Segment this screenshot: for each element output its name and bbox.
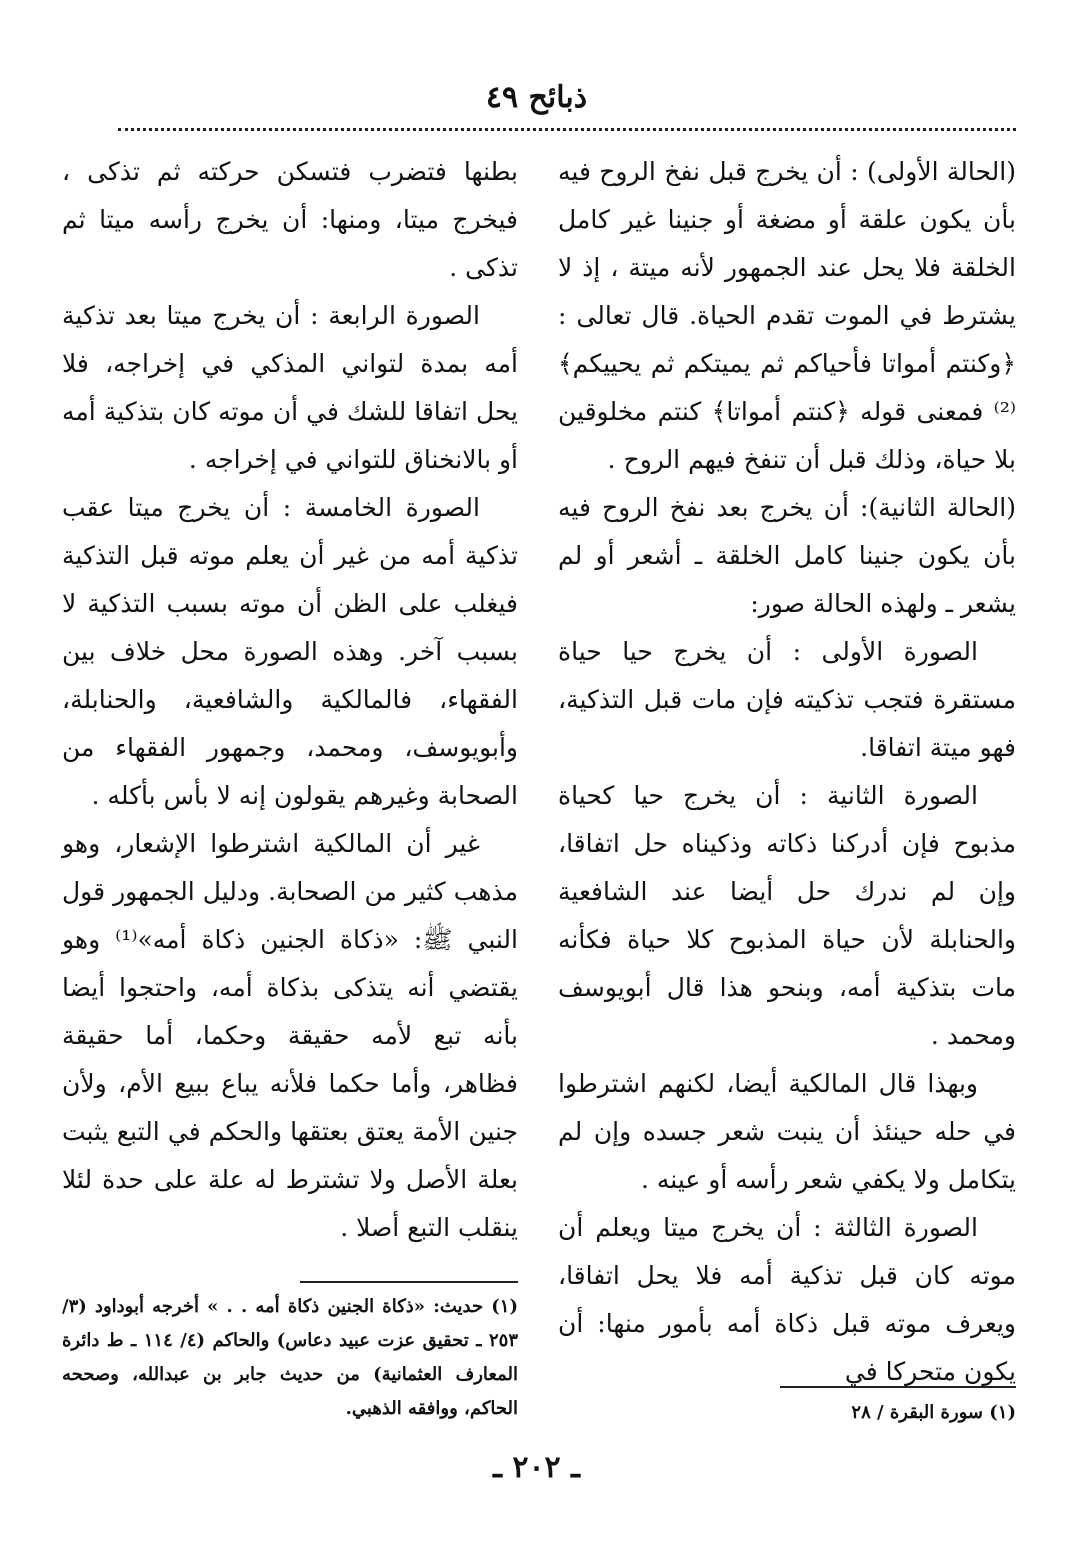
page-number: ـ ٢٠٢ ـ [493, 1450, 580, 1485]
paragraph-form-two: الصورة الثانية : أن يخرج حيا كحياة مذبوح فإن أدركنا ذكاته وذكيناه حل اتفاقا، وإن لم ندرك حل أيضا عند الشافعية والحنابلة لأن حياة المذبوح كلا حياة فكأنه مات بتذكية أمه، وبنحو هذا قال أبويوسف ومحمد . [558, 781, 1016, 1050]
footnote-rule-left [300, 1281, 518, 1283]
footnote-rule-right [780, 1386, 1016, 1388]
left-column [62, 148, 518, 1252]
paragraph-malikiyya: وبهذا قال المالكية أيضا، لكنهم اشترطوا في حله حينئذ أن ينبت شعر جسده وإن لم يتكامل ولا يكفي شعر رأسه أو عينه . [558, 1069, 1016, 1194]
paragraph-form-five: الصورة الخامسة : أن يخرج ميتا عقب تذكية أمه من غير أن يعلم موته قبل التذكية فيغلب على الظن أن موته بسبب التذكية لا بسبب آخر. وهذه الصورة محل خلاف بين الفقهاء، فالمالكية والشافعية، والحنابلة، وأبويوسف، ومحمد، وجمهور الفقهاء من الصحابة وغيرهم يقولون إنه لا بأس بأكله . [62, 493, 518, 810]
paragraph-state-one: (الحالة الأولى) : أن يخرج قبل نفخ الروح فيه بأن يكون علقة أو مضغة أو جنينا غير كامل الخلقة فلا يحل عند الجمهور لأنه ميتة ، إذ لا يشترط في الموت تقدم الحياة. قال تعالى : ﴿وكنتم أمواتا فأحياكم ثم يميتكم ثم يحييكم﴾⁽²⁾ فمعنى قوله ﴿كنتم أمواتا﴾ كنتم مخلوقين بلا حياة، وذلك قبل أن تنفخ فيهم الروح . [558, 157, 1016, 474]
header-dotted-rule [118, 128, 1016, 131]
right-column [558, 148, 1016, 1396]
paragraph-form-three-cont: بطنها فتضرب فتسكن حركته ثم تذكى ، فيخرج ميتا، ومنها: أن يخرج رأسه ميتا ثم تذكى . [62, 157, 518, 282]
footnote-left: (١) حديث: «ذكاة الجنين ذكاة أمه . . » أخرجه أبوداود (٣/ ٢٥٣ ـ تحقيق عزت عبيد دعاس) والحاكم (٤/ ١١٤ ـ ط دائرة المعارف العثمانية) من حديث جابر بن عبدالله، وصححه الحاكم، ووافقه الذهبي. [62, 1296, 519, 1419]
running-header: ذبائح ٤٩ [485, 80, 588, 115]
paragraph-state-two: (الحالة الثانية): أن يخرج بعد نفخ الروح فيه بأن يكون جنينا كامل الخلقة ـ أشعر أو لم يشعر ـ ولهذه الحالة صور: [558, 493, 1016, 618]
paragraph-evidence: غير أن المالكية اشترطوا الإشعار، وهو مذهب كثير من الصحابة. ودليل الجمهور قول النبي ﷺ: «ذكاة الجنين ذكاة أمه»⁽¹⁾ وهو يقتضي أنه يتذكى بذكاة أمه، واحتجوا أيضا بأنه تبع لأمه حقيقة وحكما، أما حقيقة فظاهر، وأما حكما فلأنه يباع ببيع الأم، ولأن جنين الأمة يعتق بعتقها والحكم في التبع يثبت بعلة الأصل ولا تشترط له علة على حدة لئلا ينقلب التبع أصلا . [62, 829, 519, 1242]
footnote-right: (١) سورة البقرة / ٢٨ [851, 1402, 1016, 1423]
paragraph-form-one: الصورة الأولى : أن يخرج حيا حياة مستقرة فتجب تذكيته فإن مات قبل التذكية، فهو ميتة اتفاقا. [558, 637, 1016, 762]
paragraph-form-four: الصورة الرابعة : أن يخرج ميتا بعد تذكية أمه بمدة لتواني المذكي في إخراجه، فلا يحل اتفاقا للشك في أن موته كان بتذكية أمه أو بالانخناق للتواني في إخراجه . [62, 301, 518, 474]
paragraph-form-three: الصورة الثالثة : أن يخرج ميتا ويعلم أن موته كان قبل تذكية أمه فلا يحل اتفاقا، ويعرف موته قبل ذكاة أمه بأمور منها: أن يكون متحركا في [558, 1213, 1016, 1386]
